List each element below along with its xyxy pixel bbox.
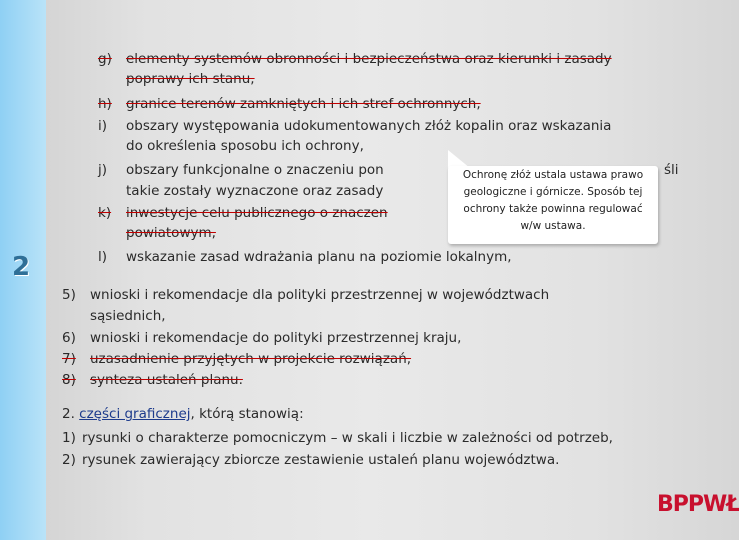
tooltip-line: geologiczne i górnicze. Sposób tej [463, 186, 643, 198]
sublist-marker: l) [98, 249, 108, 265]
graphic-item-text: rysunek zawierający zbiorcze zestawienie ustaleń planu województwa. [82, 452, 560, 468]
graphic-item [62, 429, 613, 449]
tooltip-line: ochrony także powinna regulować [463, 203, 643, 215]
sublist-line: obszary funkcjonalne o znaczeniu pon [126, 162, 384, 178]
sublist-line: elementy systemów obronności i bezpieczeństwa oraz kierunki i zasady [126, 51, 612, 67]
main-list-marker: 6) [62, 330, 76, 346]
graphic-part-heading [62, 405, 304, 425]
sublist-marker: i) [98, 118, 108, 134]
graphic-part-prefix: 2. [62, 406, 80, 422]
main-list-line: sąsiednich, [90, 308, 166, 324]
main-list-line: synteza ustaleń planu. [90, 372, 243, 388]
graphic-item [62, 451, 560, 471]
sublist-line: obszary występowania udokumentowanych złóż kopalin oraz wskazania [126, 118, 612, 134]
graphic-item-marker: 2) [62, 452, 76, 468]
tooltip-line: w/w ustawa. [520, 220, 586, 232]
sublist-marker: k) [98, 205, 112, 221]
main-list-marker: 8) [62, 372, 76, 388]
comment-tooltip [448, 166, 658, 244]
main-list-line: wnioski i rekomendacje dla polityki przestrzennej w województwach [90, 287, 550, 303]
main-list-marker: 7) [62, 351, 76, 367]
sublist-line: do określenia sposobu ich ochrony, [126, 138, 364, 154]
sublist-line: powiatowym, [126, 225, 216, 241]
sublist-marker: g) [98, 51, 112, 67]
sublist-line: inwestycje celu publicznego o znaczen [126, 205, 388, 221]
main-list-line: uzasadnienie przyjętych w projekcie rozwiązań, [90, 351, 412, 367]
graphic-part-suffix: , którą stanowią: [190, 406, 304, 422]
graphic-part-link[interactable]: części graficznej [79, 406, 191, 422]
sublist-line: wskazanie zasad wdrażania planu na poziomie lokalnym, [126, 249, 512, 265]
sublist-marker: j) [98, 162, 108, 178]
graphic-item-text: rysunki o charakterze pomocniczym – w skali i liczbie w zależności od potrzeb, [82, 430, 613, 446]
main-list-marker: 5) [62, 287, 76, 303]
sublist-line: poprawy ich stanu, [126, 71, 255, 87]
bppwl-logo: BPPWŁ [657, 492, 739, 517]
tooltip-line: Ochronę złóż ustala ustawa prawo [462, 169, 644, 181]
sublist-line-tail: śli [664, 162, 679, 178]
slide-number: 2 [11, 252, 31, 282]
sublist-line: takie zostały wyznaczone oraz zasady [126, 183, 384, 199]
main-list-line: wnioski i rekomendacje do polityki przestrzennej kraju, [90, 330, 462, 346]
sublist-line: granice terenów zamkniętych i ich stref ochronnych, [126, 96, 481, 112]
sublist-marker: h) [98, 96, 112, 112]
graphic-item-marker: 1) [62, 430, 76, 446]
